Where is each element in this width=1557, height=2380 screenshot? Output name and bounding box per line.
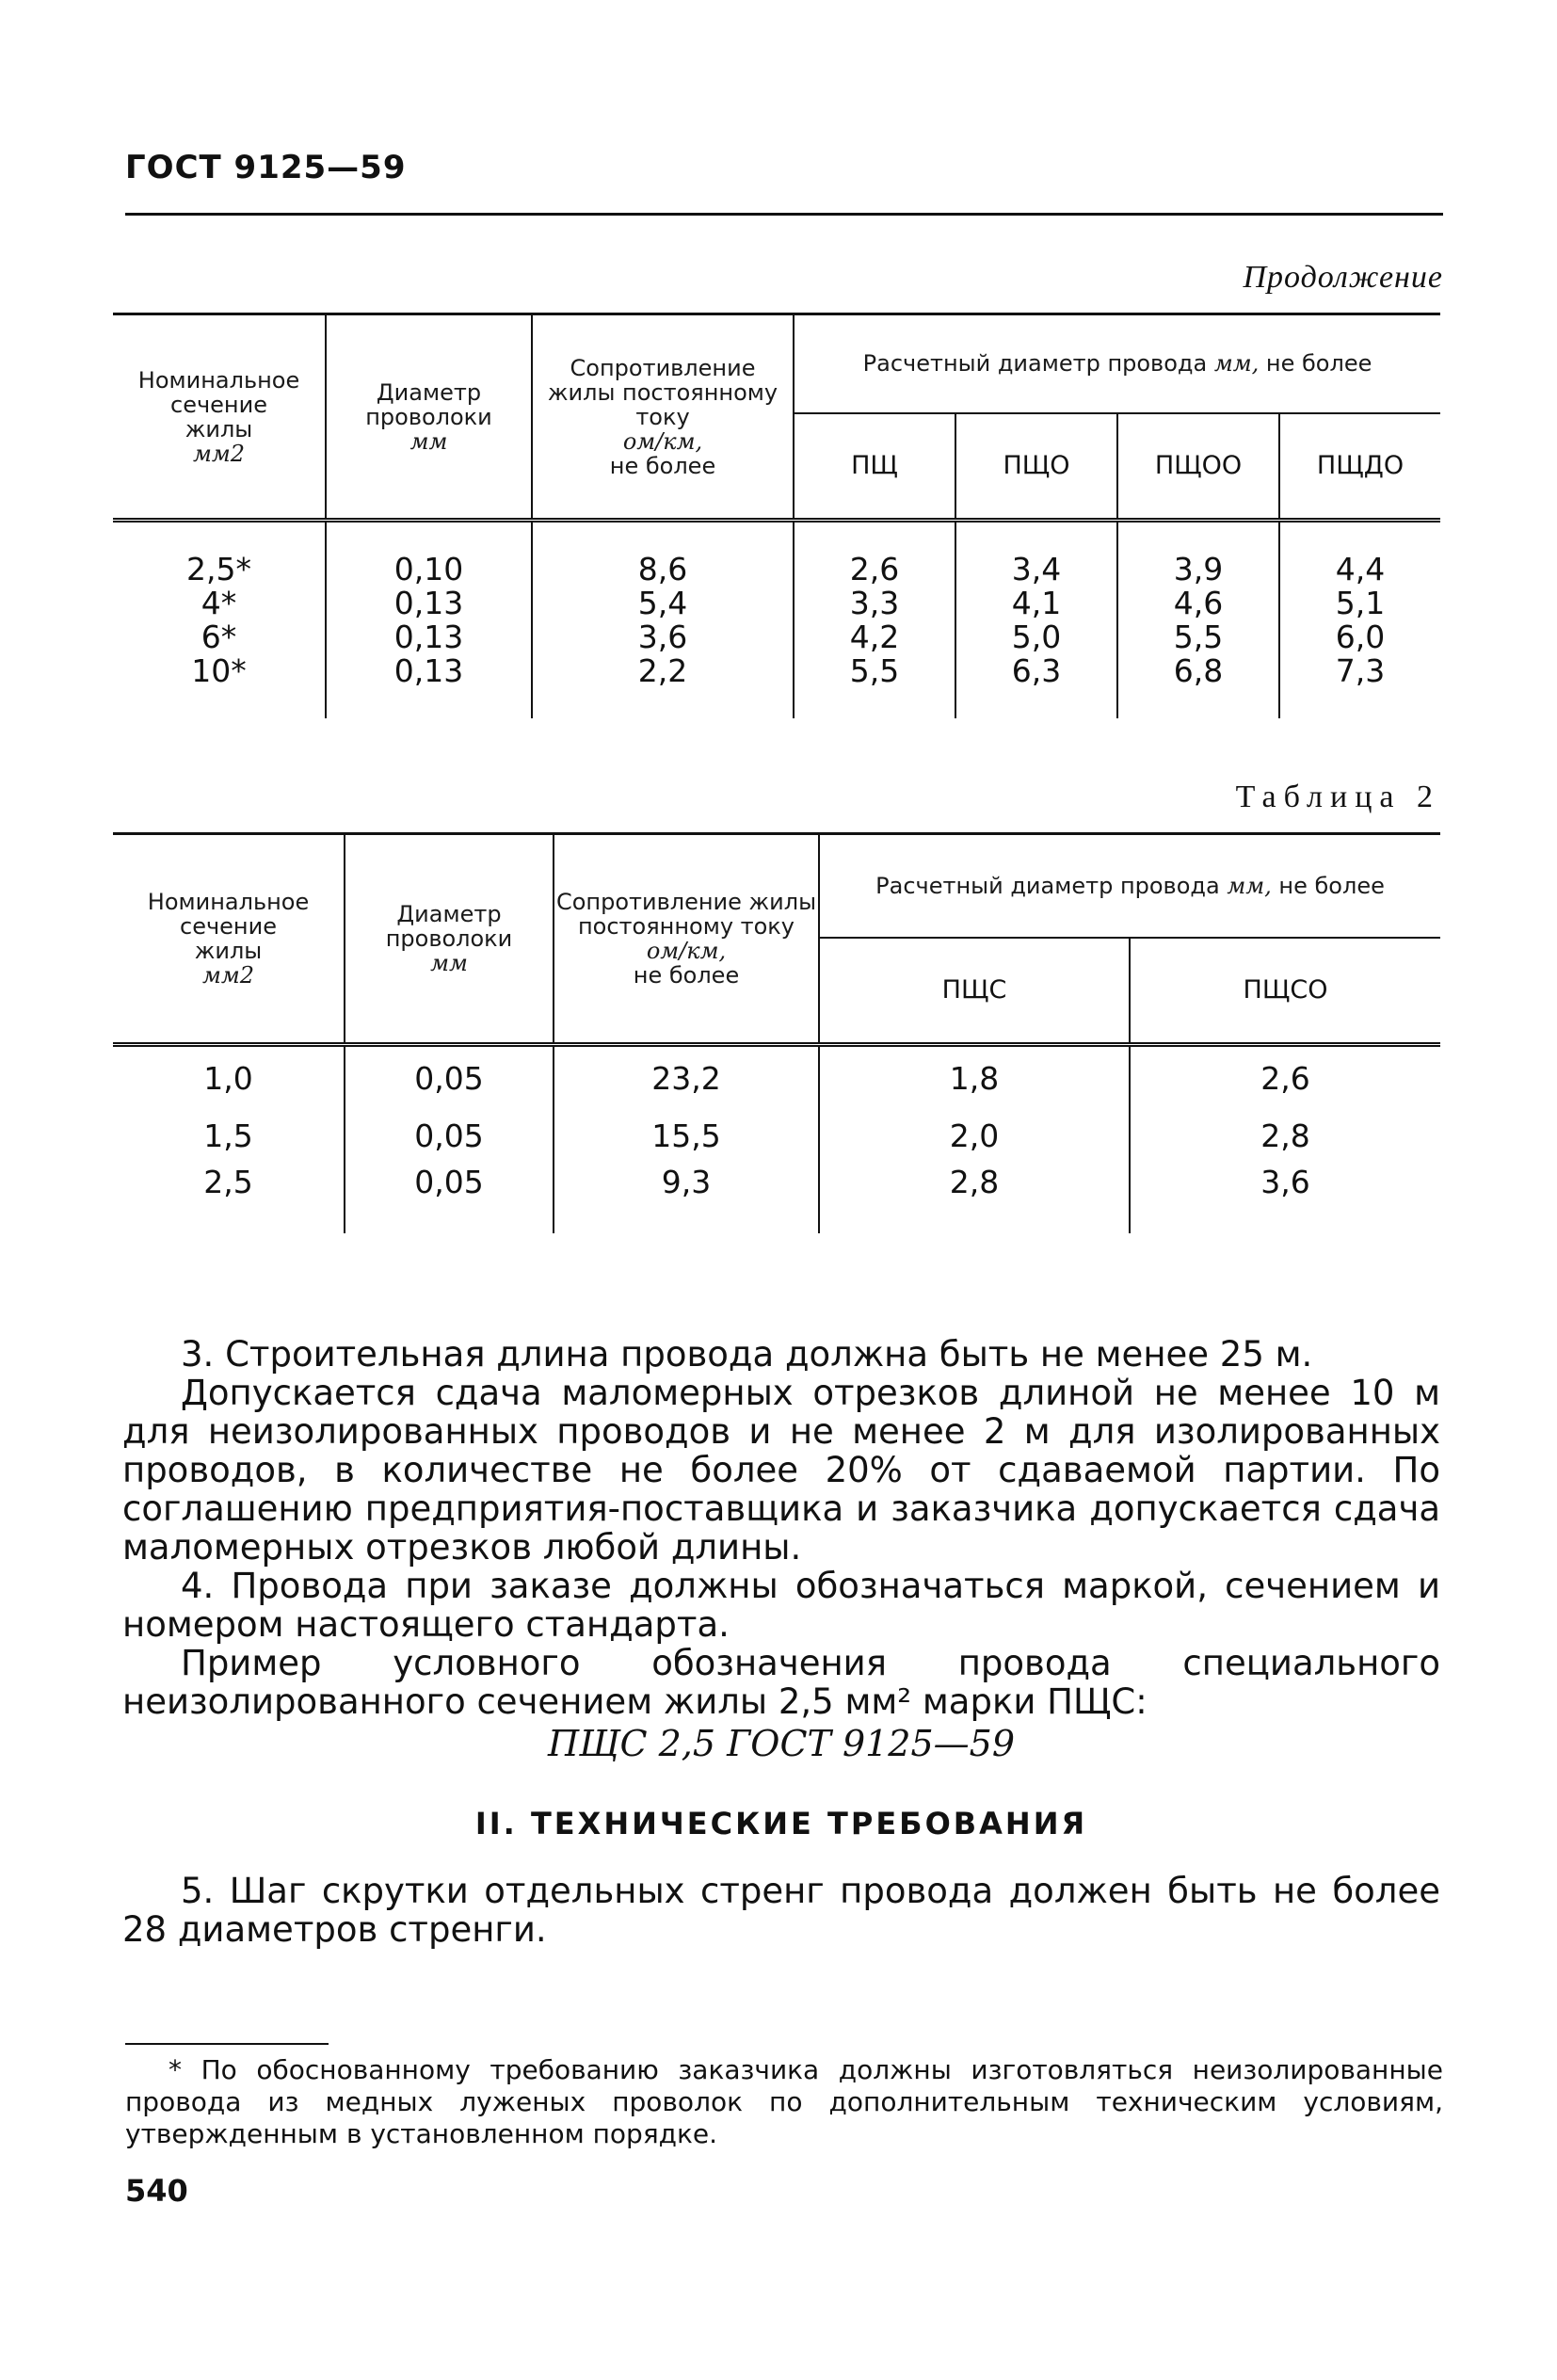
header-section-text: Номинальное сечение xyxy=(147,889,310,940)
cell-calc-diameter: 4,1 xyxy=(1011,584,1062,621)
cell-calc-diameter: 3,3 xyxy=(849,584,900,621)
column-pshcho xyxy=(955,521,1117,718)
header-resistance xyxy=(532,314,794,521)
cell-calc-diameter: 2,8 xyxy=(819,1162,1130,1233)
cell-section: 2,5* xyxy=(186,550,251,587)
cell-section: 4* xyxy=(201,584,237,621)
header-resistance-unit: ом/км, xyxy=(622,427,703,455)
page-number: 540 xyxy=(125,2173,188,2209)
header-resistance-limit: не более xyxy=(633,962,740,989)
cell-resistance: 23,2 xyxy=(554,1045,819,1111)
cell-resistance: 3,6 xyxy=(637,618,688,655)
cell-diameter: 0,05 xyxy=(345,1045,554,1111)
paragraph-4: 4. Провода при заказе должны обозначаться маркой, сечением и номером настоящего стандарта. xyxy=(122,1566,1440,1645)
cell-calc-diameter: 3,9 xyxy=(1173,550,1224,587)
header-section-text-2: жилы xyxy=(185,415,253,442)
cell-calc-diameter: 3,4 xyxy=(1011,550,1062,587)
header-brand: ПЩДО xyxy=(1279,413,1440,521)
header-section-unit: мм2 xyxy=(201,962,255,989)
cell-calc-diameter: 5,0 xyxy=(1011,618,1062,655)
header-diameter-text: Диаметр проволоки xyxy=(365,378,492,430)
column-pshchoo xyxy=(1117,521,1279,718)
header-calc-diameter xyxy=(819,834,1440,938)
cell-calc-diameter: 1,8 xyxy=(819,1045,1130,1111)
cell-calc-diameter: 6,8 xyxy=(1173,651,1224,689)
table-row xyxy=(113,1162,1440,1233)
designation-example: ПЩС 2,5 ГОСТ 9125—59 xyxy=(547,1723,1016,1764)
cell-diameter: 0,13 xyxy=(393,584,464,621)
cell-resistance: 8,6 xyxy=(637,550,688,587)
body-text xyxy=(122,1335,1440,1949)
header-calc-limit: не более xyxy=(1265,350,1372,378)
cell-calc-diameter: 2,6 xyxy=(1130,1045,1440,1111)
column-diameter xyxy=(326,521,532,718)
table-1-continuation xyxy=(113,313,1440,718)
header-calc-diameter xyxy=(794,314,1440,413)
section-title: II. ТЕХНИЧЕСКИЕ ТРЕБОВАНИЯ xyxy=(474,1806,1088,1841)
cell-section: 1,0 xyxy=(113,1045,345,1111)
column-pshch xyxy=(794,521,955,718)
cell-calc-diameter: 7,3 xyxy=(1335,651,1386,689)
cell-calc-diameter: 2,6 xyxy=(849,550,900,587)
cell-section: 6* xyxy=(201,618,237,655)
header-brand: ПЩСО xyxy=(1130,938,1440,1045)
header-resistance-text: Сопротивление жилы постоянному току xyxy=(547,354,778,430)
paragraph-3: 3. Строительная длина провода должна быть не менее 25 м. xyxy=(181,1334,1313,1375)
cell-diameter: 0,05 xyxy=(345,1162,554,1233)
header-diameter-unit: мм xyxy=(409,427,448,455)
header-diameter xyxy=(326,314,532,521)
running-head: ГОСТ 9125—59 xyxy=(125,149,407,186)
header-brand: ПЩС xyxy=(819,938,1130,1045)
cell-section: 1,5 xyxy=(203,1117,253,1154)
column-resistance xyxy=(532,521,794,718)
cell-calc-diameter: 4,4 xyxy=(1335,550,1386,587)
cell-diameter: 0,05 xyxy=(345,1111,554,1162)
paragraph-4-example-intro: Пример условного обозначения провода специального неизолированного сечением жилы 2,5 мм² марки ПЩС: xyxy=(122,1643,1440,1722)
header-calc-text: Расчетный диаметр провода xyxy=(875,872,1220,899)
header-calc-unit: мм, xyxy=(1213,350,1260,378)
header-section xyxy=(113,834,345,1045)
cell-calc-diameter: 2,0 xyxy=(819,1111,1130,1162)
cell-calc-diameter: 5,5 xyxy=(1173,618,1224,655)
cell-resistance: 9,3 xyxy=(554,1162,819,1233)
cell-diameter: 0,13 xyxy=(393,618,464,655)
table-2 xyxy=(113,832,1440,1233)
header-section-unit: мм2 xyxy=(192,440,246,467)
table-2-label: Таблица 2 xyxy=(1235,780,1440,814)
cell-section: 2,5 xyxy=(203,1163,253,1200)
table-row xyxy=(113,1045,1440,1111)
footnote-rule xyxy=(125,2043,329,2045)
header-resistance-unit: ом/км, xyxy=(646,938,727,964)
paragraph-5: 5. Шаг скрутки отдельных стренг провода должен быть не более 28 диаметров стренги. xyxy=(122,1871,1440,1950)
header-diameter-text: Диаметр проволоки xyxy=(385,901,513,952)
header-resistance xyxy=(554,834,819,1045)
cell-calc-diameter: 4,2 xyxy=(849,618,900,655)
cell-diameter: 0,13 xyxy=(393,651,464,689)
header-calc-unit: мм, xyxy=(1227,872,1272,899)
table-row xyxy=(113,1111,1440,1162)
footnote: * По обоснованному требованию заказчика должны изготовляться неизолированные провода из медных луженых проволок по дополнительным техническим условиям, утвержденным в установленном порядке. xyxy=(125,2054,1443,2149)
header-diameter-unit: мм xyxy=(430,950,468,976)
cell-resistance: 2,2 xyxy=(637,651,688,689)
cell-calc-diameter: 5,1 xyxy=(1335,584,1386,621)
header-calc-limit: не более xyxy=(1278,872,1385,899)
header-brand: ПЩ xyxy=(794,413,955,521)
cell-calc-diameter: 4,6 xyxy=(1173,584,1224,621)
column-pshchdo xyxy=(1279,521,1440,718)
cell-resistance: 15,5 xyxy=(554,1111,819,1162)
cell-calc-diameter: 5,5 xyxy=(849,651,900,689)
cell-calc-diameter: 3,6 xyxy=(1130,1162,1440,1233)
column-section xyxy=(113,521,326,718)
header-diameter xyxy=(345,834,554,1045)
header-rule xyxy=(125,213,1443,216)
header-section-text: Номинальное сечение xyxy=(137,366,300,418)
cell-calc-diameter: 6,0 xyxy=(1335,618,1386,655)
paragraph-3-continued: Допускается сдача маломерных отрезков длиной не менее 10 м для неизолированных проводов и не менее 2 м для изолированных проводов, в количестве не более 20% от сдаваемой партии. По соглашению предприятия-поставщика и заказчика допускается сдача маломерных отрезков любой длины. xyxy=(122,1373,1440,1568)
cell-section: 10* xyxy=(191,651,247,689)
header-section-text-2: жилы xyxy=(194,938,263,964)
header-brand: ПЩОО xyxy=(1117,413,1279,521)
cell-calc-diameter: 6,3 xyxy=(1011,651,1062,689)
table-row xyxy=(113,521,1440,718)
cell-resistance: 5,4 xyxy=(637,584,688,621)
header-calc-text: Расчетный диаметр провода xyxy=(862,350,1208,378)
cell-calc-diameter: 2,8 xyxy=(1130,1111,1440,1162)
header-brand: ПЩО xyxy=(955,413,1117,521)
header-section xyxy=(113,314,326,521)
continuation-label: Продолжение xyxy=(1243,260,1443,295)
header-resistance-text: Сопротивление жилы постоянному току xyxy=(555,889,817,940)
cell-diameter: 0,10 xyxy=(393,550,464,587)
header-resistance-limit: не более xyxy=(609,452,716,479)
